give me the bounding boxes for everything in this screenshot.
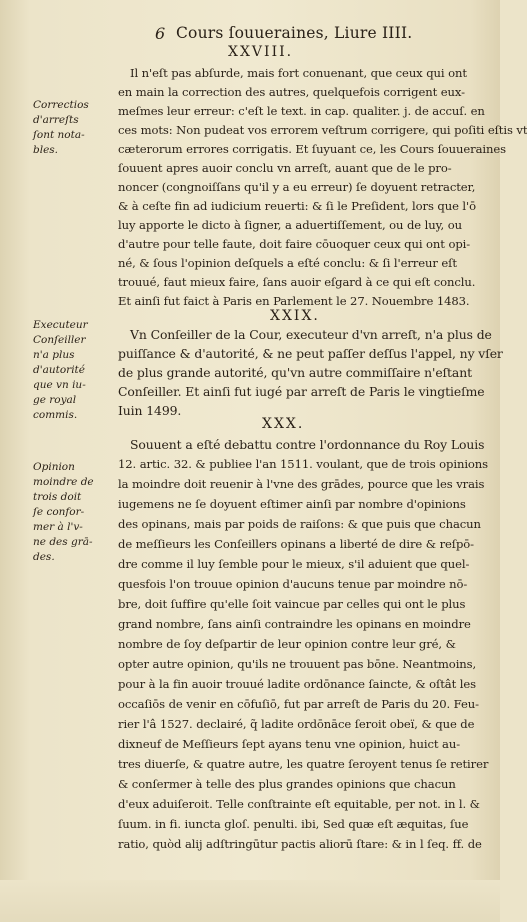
- text-line: ratio, quòd alij adſtringūtur pactis aliorū ſtare: & in l ſeq. ff. de: [118, 837, 482, 851]
- text-line: quesfois l'on trouue opinion d'aucuns tenue par moindre nō-: [118, 577, 468, 591]
- text-line: tres diuerſe, & quatre autre, les quatre ſeroyent tenus ſe retirer: [118, 757, 489, 771]
- text-line: puiſſance & d'autorité, & ne peut paſſer deſſus l'appel, ny vſer: [118, 346, 503, 361]
- text-line: meſmes leur erreur: c'eſt le text. in cap. qualiter. j. de accuſ. en: [118, 104, 485, 118]
- margin-note: Correctios d'arreſts ſont nota- bles.: [33, 99, 89, 156]
- text-line: né, & ſous l'opinion deſquels a eſté conclu: & ſi l'erreur eſt: [118, 256, 457, 270]
- text-line: d'eux aduiſeroit. Telle conſtrainte eſt equitable, per not. in l. &: [118, 797, 480, 811]
- text-line: bre, doit ſuffire qu'elle ſoit vaincue par celles qui ont le plus: [118, 597, 466, 611]
- text-line: iugemens ne ſe doyuent eſtimer ainſi par nombre d'opinions: [118, 497, 466, 511]
- text-line: 12. artic. 32. & publiee l'an 1511. voulant, que de trois opinions: [118, 457, 489, 471]
- text-line: grand nombre, ſans ainſi contraindre les opinans en moindre: [118, 617, 471, 631]
- margin-note: Executeur Conſeiller n'a plus d'autorité que vn iu- ge royal commis.: [33, 319, 88, 421]
- text-line: opter autre opinion, qu'ils ne trouuent pas bōne. Neantmoins,: [118, 657, 477, 671]
- text-line: luy apporte le dicto à ſigner, a aduertiſſement, ou de luy, ou: [118, 218, 462, 232]
- text-line: trouué, faut mieux faire, ſans auoir eſgard à ce qui eſt conclu.: [118, 275, 476, 289]
- text-line: la moindre doit reuenir à l'vne des grādes, pource que les vrais: [118, 477, 485, 491]
- text-line: Il n'eſt pas abſurde, mais fort conuenant, que ceux qui ont: [130, 66, 467, 80]
- margin-note: Opinion moindre de trois doit ſe confor- mer à l'v- ne des grā- des.: [33, 461, 94, 563]
- text-line: de plus grande autorité, qu'vn autre commiſſaire n'eſtant: [118, 365, 472, 380]
- text-line: ſuum. in fi. iuncta gloſ. penulti. ibi, Sed quæ eſt æquitas, ſue: [118, 817, 469, 831]
- text-line: Conſeiller. Et ainſi fut iugé par arreſt de Paris le vingtieſme: [118, 384, 485, 399]
- text-line: & à ceſte fin ad iudicium reuerti: & ſi le Preſident, lors que l'ō: [118, 199, 477, 213]
- text-line: ſouuent apres auoir conclu vn arreſt, auant que de le pro-: [118, 161, 452, 175]
- text-line: & conſermer à telle des plus grandes opinions que chacun: [118, 777, 456, 791]
- text-line: Et ainſi fut faict à Paris en Parlement le 27. Nouembre 1483.: [118, 294, 470, 308]
- text-line: ces mots: Non pudeat vos errorem veſtrum corrigere, qui poſiti eſtis vt: [118, 123, 527, 137]
- text-line: Souuent a eſté debattu contre l'ordonnance du Roy Louis: [130, 437, 485, 452]
- page-number: 6: [155, 24, 166, 43]
- text-line: nombre de ſoy deſpartir de leur opinion contre leur gré, &: [118, 637, 456, 651]
- text-line: pour à la fin auoir trouué ladite ordōnance ſaincte, & oſtât les: [118, 677, 476, 691]
- text-line: dixneuf de Meſſieurs ſept ayans tenu vne opinion, huict au-: [118, 737, 461, 751]
- text-line: Vn Conſeiller de la Cour, executeur d'vn arreſt, n'a plus de: [130, 327, 492, 342]
- text-line: rier l'â 1527. declairé, q̃ ladite ordōnāce ſeroit obeï, & que de: [118, 717, 475, 731]
- text-line: dre comme il luy ſemble pour le mieux, s'il aduient que quel-: [118, 557, 470, 571]
- section-heading: XXVIII.: [228, 44, 294, 60]
- running-title: Cours ſouueraines, Liure IIII.: [176, 24, 413, 42]
- text-line: cæterorum errores corrigatis. Et ſuyuant ce, les Cours ſouueraines: [118, 142, 507, 156]
- text-line: en main la correction des autres, quelquefois corrigent eux-: [118, 85, 465, 99]
- section-heading: XXIX.: [270, 308, 320, 324]
- page-bottom-margin: [0, 880, 500, 922]
- section-heading: XXX.: [262, 416, 305, 432]
- text-line: noncer (congnoiſſans qu'il y a eu erreur) ſe doyuent retracter,: [118, 180, 476, 194]
- page-header: [0, 24, 500, 44]
- text-line: de meſſieurs les Conſeillers opinans a liberté de dire & reſpō-: [118, 537, 474, 551]
- text-line: d'autre pour telle faute, doit faire cōuoquer ceux qui ont opi-: [118, 237, 471, 251]
- text-line: occaſiōs de venir en cōfuſiō, fut par arreſt de Paris du 20. Feu-: [118, 697, 479, 711]
- text-line: des opinans, mais par poids de raiſons: & que puis que chacun: [118, 517, 481, 531]
- text-line: Iuin 1499.: [118, 403, 182, 418]
